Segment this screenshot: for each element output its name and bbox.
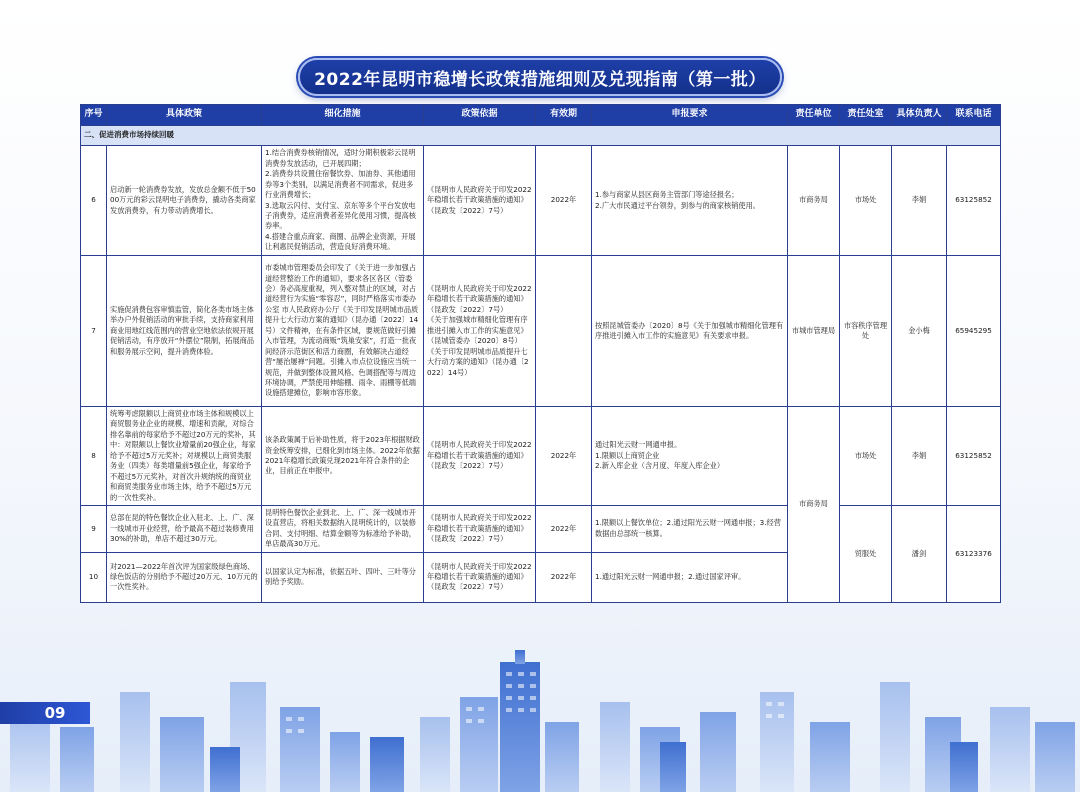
table-row — [81, 146, 1001, 256]
table-row — [81, 256, 1001, 407]
page-number-tab — [0, 702, 90, 724]
cell-policy: 启动新一轮消费券发放，发放总金额不低于5000万元的彩云昆明电子消费券，撬动各类商家发放消费券，有力带动消费增长。 — [107, 146, 262, 256]
table-row — [81, 505, 1001, 552]
cell-requirements: 按照昆城管委办〔2020〕8号《关于加强城市精细化管理有序推进引摊入市工作的实施意见》有关要求申报。 — [592, 256, 788, 407]
cell-person: 潘剑 — [892, 505, 947, 602]
cell-validity: 2022年 — [536, 146, 592, 256]
cell-policy: 实施促消费包容审慎监管，简化各类市场主体举办户外促销活动的审批手续，支持商家利用商业用地红线范围内的营业空地依法依规开展促销活动，有序放开“外摆位”限制，拓展商品和服务展示空间，提升消费体验。 — [107, 256, 262, 407]
cell-measures: 以国家认定为标准，依据五叶、四叶、三叶等分别给予奖励。 — [262, 552, 424, 602]
cell-no: 6 — [81, 146, 107, 256]
cell-measures: 1.结合消费券核销情况，适时分期积极彩云昆明消费券发放活动，已开展四期； 2.消费券共设置住宿餐饮券、加油券、其他通用券等3个类别，以满足消费者不同需求，促进多行业消费增长； 3.选取云闪付、支付宝、京东等多个平台发放电子消费券，适应消费者差异化使用习惯，提高核券率。 4.搭建合重点商家、商圈、品牌企业资源，开展让利惠民促销活动，营造良好消费环境。 — [262, 146, 424, 256]
cell-unit: 市商务局 — [788, 146, 840, 256]
header-policy: 具体政策 — [107, 105, 262, 126]
cell-validity: 2022年 — [536, 552, 592, 602]
header-phone: 联系电话 — [947, 105, 1001, 126]
header-requirements: 申报要求 — [592, 105, 788, 126]
cell-validity: 2022年 — [536, 505, 592, 552]
cell-person: 金小梅 — [892, 256, 947, 407]
section-title: 二、促进消费市场持续回暖 — [81, 126, 1001, 146]
table-row — [81, 407, 1001, 506]
cell-office: 贸服处 — [840, 505, 892, 602]
cell-person: 李娟 — [892, 146, 947, 256]
cell-phone: 63123376 — [947, 505, 1001, 602]
cell-measures: 昆明特色餐饮企业到北、上、广、深一线城市开设直营店，将相关数据纳入昆明统计的，以装修合同、支付明细、结算金额等为标准给予补助，单店最高30万元。 — [262, 505, 424, 552]
document-title: 2022年昆明市稳增长政策措施细则及兑现指南（第一批） — [298, 58, 782, 96]
table-header-row — [81, 105, 1001, 126]
header-measures: 细化措施 — [262, 105, 424, 126]
cell-no: 8 — [81, 407, 107, 506]
cell-unit: 市商务局 — [788, 407, 840, 603]
cell-phone: 63125852 — [947, 407, 1001, 506]
cell-basis: 《昆明市人民政府关于印发2022年稳增长若干政策措施的通知》（昆政发〔2022〕7号） — [424, 552, 536, 602]
cell-no: 7 — [81, 256, 107, 407]
cell-policy: 总部在昆的特色餐饮企业入驻北、上、广、深一线城市开业经营，给予最高不超过装修费用30%的补助，单店不超过30万元。 — [107, 505, 262, 552]
cell-requirements: 通过阳光云财一网通申报。 1.限额以上商贸企业 2.新入库企业（含月度、年度入库企业） — [592, 407, 788, 506]
header-validity: 有效期 — [536, 105, 592, 126]
cell-no: 10 — [81, 552, 107, 602]
cell-person: 李娟 — [892, 407, 947, 506]
cell-validity: 2022年 — [536, 407, 592, 506]
section-row — [81, 126, 1001, 146]
cell-measures: 市委城市管理委员会印发了《关于进一步加强占道经营整治工作的通知》，要求各区各区（管委会）务必高度重视，列入整对禁止的区域，对占道经营行为实施“零容忍”，同时严格落实市委办公室 市人民政府办公厅《关于印发昆明城市品质提升七大行动方案的通知》（昆办通〔2022〕14号）文件精神，在有条件区域，要规范做好引摊入市管理，为流动商贩“筑巢安家”，打造一批夜间经济示范街区和活力商圈，有效解决占道经营“屡治屡禅”问题。引摊入市点位设施应当统一规范，并做到整体设置风格、色调搭配等与周边环境协调，严禁使用伸缩棚、雨伞、雨棚等低端设施搭建摊位，影响市容形象。 — [262, 256, 424, 407]
cell-basis: 《昆明市人民政府关于印发2022年稳增长若干政策措施的通知》（昆政发〔2022〕7号） — [424, 146, 536, 256]
city-skyline-illustration — [0, 622, 1080, 792]
cell-office: 市容秩序管理处 — [840, 256, 892, 407]
cell-requirements: 1.通过阳光云财一网通申报；2.通过国家评审。 — [592, 552, 788, 602]
header-basis: 政策依据 — [424, 105, 536, 126]
cell-policy: 对2021—2022年首次评为国家级绿色商场、绿色饭店的分别给予不超过20万元、10万元的一次性奖补。 — [107, 552, 262, 602]
cell-phone: 65945295 — [947, 256, 1001, 407]
cell-phone: 63125852 — [947, 146, 1001, 256]
cell-unit: 市城市管理局 — [788, 256, 840, 407]
cell-measures: 该条政策属于后补助性质，将于2023年根据财政资金统筹安排，已细化到市场主体。2022年依据2021年稳增长政策兑现2021年符合条件的企业，目前正在申报中。 — [262, 407, 424, 506]
header-unit: 责任单位 — [788, 105, 840, 126]
cell-no: 9 — [81, 505, 107, 552]
cell-requirements: 1.参与商家从县区商务主管部门等途径报名； 2.广大市民通过平台领券，到参与的商家核销使用。 — [592, 146, 788, 256]
cell-basis: 《昆明市人民政府关于印发2022年稳增长若干政策措施的通知》（昆政发〔2022〕7号） — [424, 407, 536, 506]
header-no: 序号 — [81, 105, 107, 126]
cell-requirements: 1.限额以上餐饮单位；2.通过阳光云财一网通申报；3.经营数据由总部统一核算。 — [592, 505, 788, 552]
cell-office: 市场处 — [840, 407, 892, 506]
cell-policy: 统筹考虑限额以上商贸业市场主体和规模以上商贸服务业企业的规模、增速和贡献，对综合排名靠前的每家给予不超过20万元的奖补，其中：对限额以上餐饮业增量前20强企业，每家给予不超过5万元奖补；对规模以上商贸类服务业（四类）每类增量前5强企业，每家给予不超过5万元奖补，对首次升规纳统的商贸业和商贸类服务业市场主体，给予不超过5万元的一次性奖补。 — [107, 407, 262, 506]
header-person: 具体负责人 — [892, 105, 947, 126]
cell-validity — [536, 256, 592, 407]
cell-basis: 《昆明市人民政府关于印发2022年稳增长若干政策措施的通知》（昆政发〔2022〕7号） — [424, 505, 536, 552]
page-number: 09 — [44, 704, 66, 722]
cell-office: 市场处 — [840, 146, 892, 256]
cell-basis: 《昆明市人民政府关于印发2022年稳增长若干政策措施的通知》（昆政发〔2022〕7号） 《关于加强城市精细化管理有序推进引摊入市工作的实施意见》（昆城管委办〔2020〕8号） 《关于印发昆明城市品质提升七大行动方案的通知》（昆办通〔2022〕14号） — [424, 256, 536, 407]
header-office: 责任处室 — [840, 105, 892, 126]
policy-table — [80, 104, 1001, 603]
